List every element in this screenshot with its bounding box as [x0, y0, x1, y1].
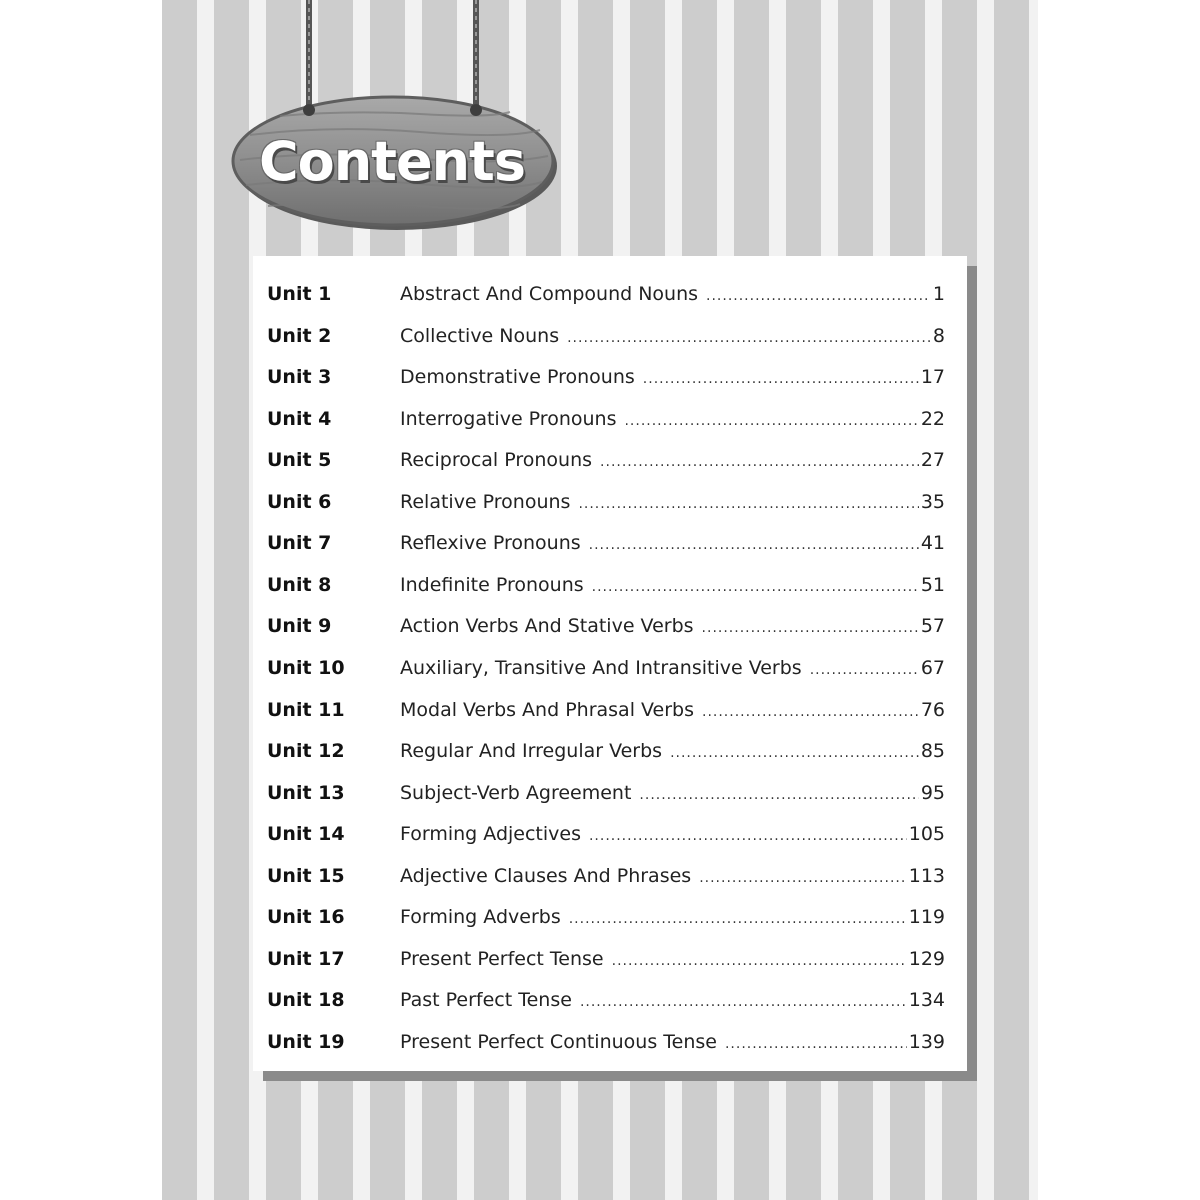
unit-number: Unit 9 [267, 615, 332, 638]
unit-page-number: 85 [920, 740, 945, 763]
toc-row [253, 398, 967, 440]
unit-entry [400, 398, 945, 440]
unit-number: Unit 5 [267, 449, 332, 472]
unit-number: Unit 18 [267, 989, 345, 1012]
unit-title: Relative Pronouns [400, 490, 571, 513]
unit-page-number: 67 [920, 656, 945, 679]
unit-number: Unit 8 [267, 573, 332, 596]
unit-title: Forming Adverbs [400, 906, 561, 929]
dot-leader [670, 732, 919, 772]
unit-number: Unit 15 [267, 864, 345, 887]
unit-title: Subject-Verb Agreement [400, 781, 632, 804]
toc-row [253, 772, 967, 814]
unit-title: Present Perfect Continuous Tense [400, 1030, 717, 1053]
unit-page-number: 119 [908, 906, 945, 929]
unit-number: Unit 1 [267, 283, 332, 305]
dot-leader [592, 566, 919, 606]
toc-row [253, 356, 967, 398]
unit-title: Collective Nouns [400, 324, 560, 347]
unit-title: Reciprocal Pronouns [400, 449, 593, 472]
unit-page-number: 76 [920, 698, 945, 721]
unit-entry [400, 564, 945, 606]
unit-entry [400, 855, 945, 897]
unit-number: Unit 3 [267, 366, 332, 389]
unit-page-number: 1 [932, 283, 945, 305]
toc-row [253, 315, 967, 357]
hanging-sign [0, 0, 1200, 260]
unit-page-number: 139 [908, 1030, 945, 1053]
unit-title: Modal Verbs And Phrasal Verbs [400, 698, 694, 721]
dot-leader [589, 815, 907, 855]
dot-leader [578, 483, 918, 523]
hanging-sign-graphic [0, 0, 1200, 260]
unit-page-number: 129 [908, 947, 945, 970]
dot-leader [699, 857, 907, 897]
unit-page-number: 51 [920, 573, 945, 596]
unit-page-number: 35 [920, 490, 945, 513]
unit-number: Unit 11 [267, 698, 345, 721]
unit-entry [400, 439, 945, 481]
unit-page-number: 105 [908, 823, 945, 846]
unit-number: Unit 12 [267, 740, 345, 763]
dot-leader [639, 774, 918, 814]
dot-leader [600, 441, 919, 481]
toc-row [253, 813, 967, 855]
unit-page-number: 27 [920, 449, 945, 472]
unit-number: Unit 2 [267, 324, 332, 347]
unit-entry [400, 647, 945, 689]
toc-row [253, 605, 967, 647]
unit-page-number: 22 [920, 407, 945, 430]
toc-row [253, 481, 967, 523]
unit-title: Forming Adjectives [400, 823, 581, 846]
unit-page-number: 17 [920, 366, 945, 389]
unit-title: Adjective Clauses And Phrases [400, 864, 692, 887]
unit-number: Unit 17 [267, 947, 345, 970]
unit-entry [400, 522, 945, 564]
unit-number: Unit 10 [267, 656, 345, 679]
unit-page-number: 57 [920, 615, 945, 638]
unit-page-number: 113 [908, 864, 945, 887]
unit-title: Action Verbs And Stative Verbs [400, 615, 694, 638]
unit-number: Unit 4 [267, 407, 332, 430]
unit-title: Indefinite Pronouns [400, 573, 584, 596]
unit-title: Interrogative Pronouns [400, 407, 617, 430]
toc-row [253, 439, 967, 481]
toc-row [253, 855, 967, 897]
unit-entry [400, 730, 945, 772]
toc-row [253, 689, 967, 731]
unit-entry [400, 1021, 945, 1063]
toc-row [253, 938, 967, 980]
dot-leader [725, 1023, 907, 1063]
toc-row [253, 564, 967, 606]
unit-page-number: 95 [920, 781, 945, 804]
unit-entry [400, 605, 945, 647]
unit-title: Demonstrative Pronouns [400, 366, 635, 389]
contents-table [253, 256, 967, 1071]
unit-page-number: 8 [932, 324, 945, 347]
unit-entry [400, 979, 945, 1021]
toc-row [253, 522, 967, 564]
unit-title: Reflexive Pronouns [400, 532, 581, 555]
unit-entry [400, 315, 945, 357]
dot-leader [702, 607, 919, 647]
unit-entry [400, 273, 945, 315]
unit-number: Unit 6 [267, 490, 332, 513]
dot-leader [702, 691, 919, 731]
dot-leader [589, 524, 919, 564]
toc-row [253, 730, 967, 772]
unit-entry [400, 938, 945, 980]
unit-number: Unit 14 [267, 823, 345, 846]
unit-entry [400, 689, 945, 731]
unit-page-number: 41 [920, 532, 945, 555]
unit-title: Abstract And Compound Nouns [400, 283, 699, 305]
dot-leader [580, 981, 907, 1021]
dot-leader [569, 898, 907, 938]
unit-title: Present Perfect Tense [400, 947, 604, 970]
toc-row [253, 1021, 967, 1063]
unit-number: Unit 7 [267, 532, 332, 555]
unit-entry [400, 813, 945, 855]
unit-number: Unit 16 [267, 906, 345, 929]
unit-page-number: 134 [908, 989, 945, 1012]
dot-leader [643, 358, 919, 398]
unit-title: Auxiliary, Transitive And Intransitive Verbs [400, 656, 802, 679]
unit-number: Unit 19 [267, 1030, 345, 1053]
unit-entry [400, 481, 945, 523]
unit-entry [400, 772, 945, 814]
dot-leader [810, 649, 919, 689]
unit-entry [400, 896, 945, 938]
dot-leader [706, 275, 931, 315]
page-title: Contents [258, 130, 525, 193]
toc-row [253, 647, 967, 689]
unit-title: Regular And Irregular Verbs [400, 740, 663, 763]
toc-row [253, 273, 967, 315]
dot-leader [624, 400, 918, 440]
unit-number: Unit 13 [267, 781, 345, 804]
dot-leader [567, 317, 931, 357]
unit-title: Past Perfect Tense [400, 989, 572, 1012]
toc-row [253, 896, 967, 938]
dot-leader [612, 940, 907, 980]
unit-entry [400, 356, 945, 398]
toc-row [253, 979, 967, 1021]
